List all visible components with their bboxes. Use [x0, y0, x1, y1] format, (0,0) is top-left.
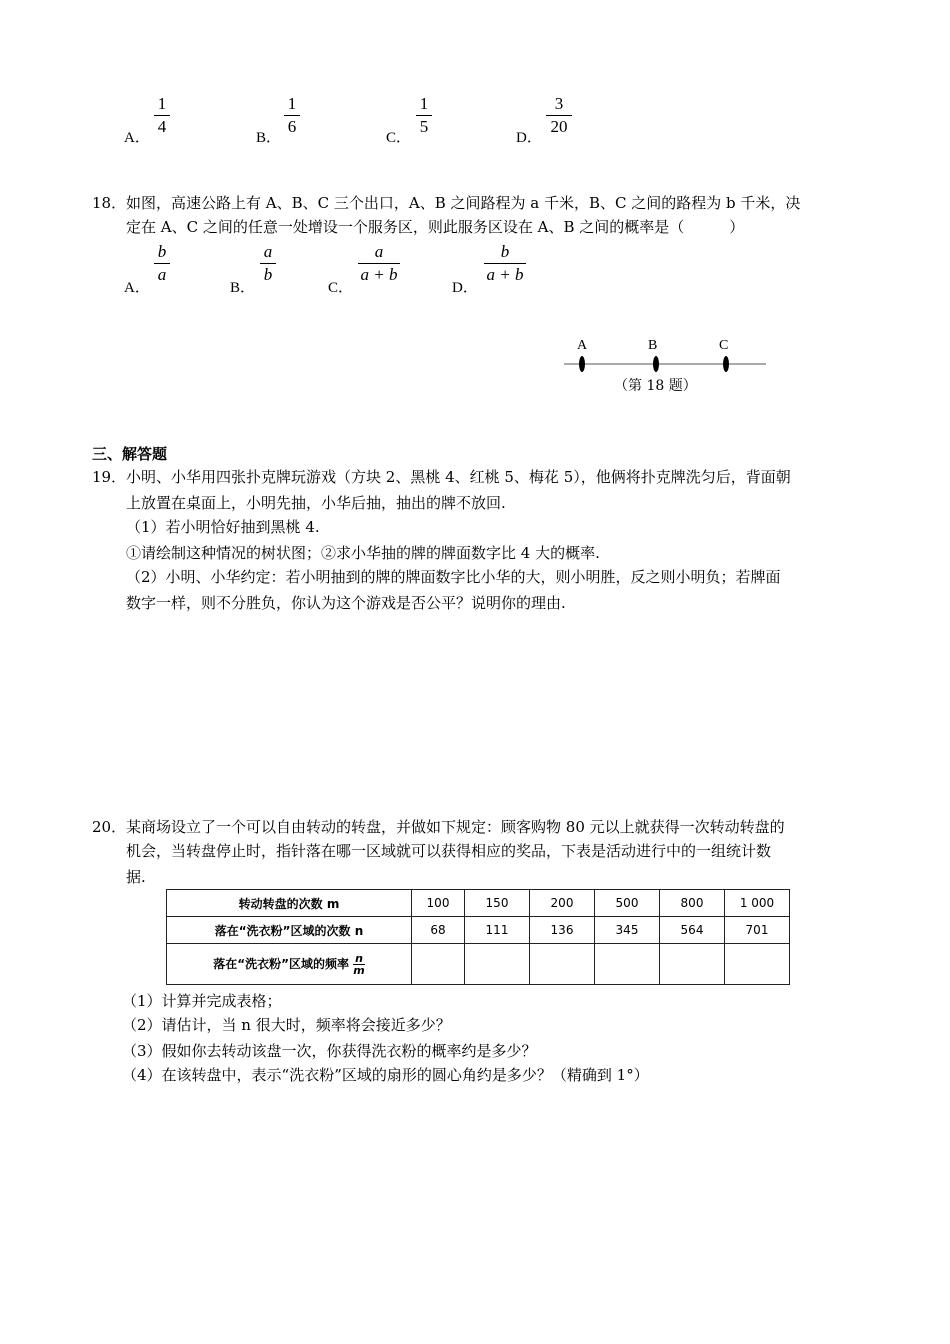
q18-option-c-letter: C．	[328, 280, 354, 296]
fraction-numerator: a	[374, 242, 384, 261]
q17-option-a-fraction	[154, 94, 170, 137]
row-header-frequency	[167, 944, 412, 985]
q17-option-c-fraction	[416, 94, 432, 137]
table-cell: 1 000	[725, 890, 790, 917]
empty-answer-cell	[530, 944, 595, 985]
empty-answer-cell	[465, 944, 530, 985]
q18-number: 18．	[92, 194, 127, 212]
table-cell: 800	[660, 890, 725, 917]
table-cell: 150	[465, 890, 530, 917]
table-cell: 68	[412, 917, 465, 944]
q20-line: 某商场设立了一个可以自由转动的转盘，并做如下规定：顾客购物 80 元以上就获得一次转动转盘的	[126, 818, 785, 836]
q18-option-d-fraction	[484, 242, 526, 285]
q17-option-c-letter: C．	[386, 130, 412, 146]
table-cell: 111	[465, 917, 530, 944]
row-header-n: 落在“洗衣粉”区域的次数 n	[167, 917, 412, 944]
q19-line: 数字一样，则不分胜负，你认为这个游戏是否公平？说明你的理由.	[126, 594, 566, 612]
table-cell: 701	[725, 917, 790, 944]
q20-line: 机会，当转盘停止时，指针落在哪一区域就可以获得相应的奖品，下表是活动进行中的一组统计数	[126, 842, 772, 860]
q18-text-line1: 如图，高速公路上有 A、B、C 三个出口，A、B 之间路程为 a 千米，B、C 之间的路程为 b 千米，决	[126, 194, 801, 212]
table-row	[167, 917, 790, 944]
q17-option-b-letter: B．	[256, 130, 282, 146]
fraction-denominator: m	[353, 963, 365, 977]
fraction-bar	[154, 263, 170, 264]
q18-text-line2: 定在 A、C 之间的任意一处增设一个服务区，则此服务区设在 A、B 之间的概率是（ ）	[126, 218, 745, 236]
fraction-numerator: b	[500, 242, 510, 261]
fraction-numerator: b	[157, 242, 167, 261]
exit-b-marker	[653, 356, 659, 372]
q19-line: （1）若小明恰好抽到黑桃 4.	[126, 518, 320, 536]
q19-number: 19．	[92, 468, 127, 486]
fraction-numerator: 1	[157, 94, 167, 113]
q20-subquestion: （1）计算并完成表格；	[122, 992, 282, 1010]
fraction-bar	[284, 115, 300, 116]
fraction-bar	[484, 263, 526, 264]
fraction-bar	[416, 115, 432, 116]
statistics-table	[166, 889, 790, 985]
q20-subquestion: （3）假如你去转动该盘一次，你获得洗衣粉的概率约是多少？	[122, 1042, 537, 1060]
section-title: 三、解答题	[92, 445, 168, 463]
highway-diagram	[560, 336, 770, 376]
fraction-bar	[358, 263, 400, 264]
q17-option-b-fraction	[284, 94, 300, 137]
empty-answer-cell	[412, 944, 465, 985]
table-row	[167, 944, 790, 985]
fraction-denominator: 20	[550, 117, 568, 136]
table-cell: 564	[660, 917, 725, 944]
q18-option-a-fraction	[154, 242, 170, 285]
table-cell: 345	[595, 917, 660, 944]
q18-option-d-letter: D．	[452, 280, 478, 296]
q20-line: 据.	[126, 868, 146, 886]
fraction-numerator: 1	[419, 94, 429, 113]
table-cell: 100	[412, 890, 465, 917]
q18-option-c-fraction	[358, 242, 400, 285]
q20-subquestion: （2）请估计，当 n 很大时，频率将会接近多少？	[122, 1016, 451, 1034]
fraction-bar	[260, 263, 276, 264]
fraction-numerator: 3	[554, 94, 564, 113]
q20-number: 20．	[92, 818, 127, 836]
q19-line: 上放置在桌面上，小明先抽，小华后抽，抽出的牌不放回.	[126, 494, 506, 512]
exit-b-label: B	[648, 338, 658, 353]
fraction-bar	[154, 115, 170, 116]
q18-option-b-fraction	[260, 242, 276, 285]
fraction-denominator: a + b	[486, 265, 524, 284]
fraction-denominator: 4	[157, 117, 167, 136]
fraction-numerator: a	[263, 242, 273, 261]
empty-answer-cell	[660, 944, 725, 985]
empty-answer-cell	[595, 944, 660, 985]
q17-option-d-fraction	[546, 94, 572, 137]
q19-line: ①请绘制这种情况的树状图；②求小华抽的牌的牌面数字比 4 大的概率.	[126, 544, 600, 562]
q20-subquestion: （4）在该转盘中，表示“洗衣粉”区域的扇形的圆心角约是多少？（精确到 1°）	[122, 1066, 649, 1084]
frequency-label: 落在“洗衣粉”区域的频率	[213, 956, 350, 971]
fraction-denominator: a	[157, 265, 167, 284]
q17-option-d-letter: D．	[516, 130, 542, 146]
fraction-denominator: 6	[287, 117, 297, 136]
q18-option-a-letter: A．	[124, 280, 150, 296]
frequency-fraction	[353, 953, 364, 976]
fraction-denominator: b	[263, 265, 273, 284]
table-cell: 136	[530, 917, 595, 944]
q18-option-b-letter: B．	[230, 280, 256, 296]
fraction-bar	[546, 115, 572, 116]
q19-line: 小明、小华用四张扑克牌玩游戏（方块 2、黑桃 4、红桃 5、梅花 5），他俩将扑克牌洗匀后，背面朝	[126, 468, 791, 486]
fraction-denominator: 5	[419, 117, 429, 136]
fraction-numerator: n	[355, 951, 363, 965]
fraction-denominator: a + b	[360, 265, 398, 284]
exit-a-marker	[579, 356, 585, 372]
exit-c-label: C	[719, 338, 729, 353]
table-cell: 200	[530, 890, 595, 917]
exit-c-marker	[723, 356, 729, 372]
table-row	[167, 890, 790, 917]
exit-a-label: A	[577, 338, 588, 353]
row-header-m: 转动转盘的次数 m	[167, 890, 412, 917]
q19-line: （2）小明、小华约定：若小明抽到的牌的牌面数字比小华的大，则小明胜，反之则小明负；若牌面	[126, 568, 781, 586]
table-cell: 500	[595, 890, 660, 917]
q17-option-a-letter: A．	[124, 130, 150, 146]
figure-caption: （第 18 题）	[614, 378, 697, 394]
empty-answer-cell	[725, 944, 790, 985]
fraction-numerator: 1	[287, 94, 297, 113]
